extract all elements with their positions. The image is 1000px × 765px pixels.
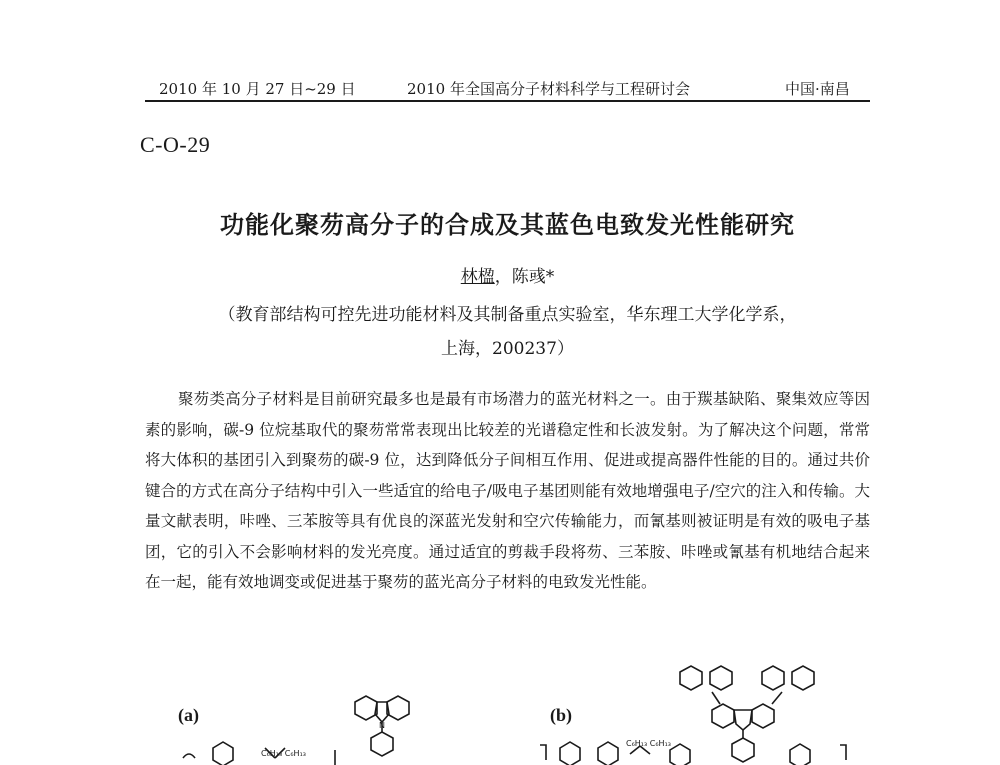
fluorene-ring-b2	[598, 742, 618, 765]
header-location: 中国·南昌	[785, 80, 850, 98]
authors	[145, 262, 870, 287]
alkyl-chain-a: C₆H₁₃ C₆H₁₃	[261, 749, 306, 758]
structure-b	[540, 650, 870, 765]
affiliation-line1: （教育部结构可控先进功能材料及其制备重点实验室，华东理工大学化学系，	[218, 305, 797, 325]
running-header	[145, 76, 870, 102]
paper-code: C-O-29	[140, 132, 211, 157]
phenyl-ring	[371, 732, 393, 756]
central-carbazole-ring1	[712, 704, 734, 728]
affiliation-line2: 上海，200237）	[441, 339, 574, 359]
fluorene-ring-b4	[790, 744, 810, 765]
central-carbazole-ring2	[752, 704, 774, 728]
figure-label-a: (a)	[178, 705, 199, 725]
linker-phenyl	[732, 738, 754, 762]
figure-label-b: (b)	[550, 705, 572, 725]
paper-title: 功能化聚芴高分子的合成及其蓝色电致发光性能研究	[220, 211, 795, 239]
author-underlined: 林楹	[460, 267, 495, 287]
pendant-carbazole-left-ring1	[680, 666, 702, 690]
fluorene-ring-a	[213, 742, 233, 765]
fluorene-ring-b3	[670, 744, 690, 765]
carbazole-ring-right	[387, 696, 409, 720]
pendant-carbazole-right-ring2	[792, 666, 814, 690]
pendant-carbazole-left-ring2	[710, 666, 732, 690]
header-rule	[145, 100, 870, 102]
author-rest: ，陈彧*	[494, 267, 555, 287]
carbazole-ring-left	[355, 696, 377, 720]
abstract-paragraph: 聚芴类高分子材料是目前研究最多也是最有市场潜力的蓝光材料之一。由于羰基缺陷、聚集效应等因素的影响，碳-9 位烷基取代的聚芴常常表现出比较差的光谱稳定性和长波发射。为了解决这个问题，常常将大体积的基团引入到聚芴的碳-9 位，达到降低分子间相互作用、促进或提高器件性能的目的。通过共价键合的方式在高分子结构中引入一些适宜的给电子/吸电子基团则能有效地增强电子/空穴的注入和传输。大量文献表明，咔唑、三苯胺等具有优良的深蓝光发射和空穴传输能力，而氰基则被证明是有效的吸电子基团，它的引入不会影响材料的发光亮度。通过适宜的剪裁手段将芴、三苯胺、咔唑或氰基有机地结合起来在一起，能有效地调变或促进基于聚芴的蓝光高分子材料的电致发光性能。	[145, 390, 870, 591]
header-date: 2010 年 10 月 27 日~29 日	[159, 80, 356, 98]
structure-a	[175, 670, 475, 765]
pendant-carbazole-right-ring1	[762, 666, 784, 690]
nitrogen-atom-a: N	[379, 721, 385, 730]
alkyl-chain-b: C₆H₁₃ C₆H₁₃	[626, 739, 671, 748]
header-conference: 2010 年全国高分子材料科学与工程研讨会	[407, 80, 690, 98]
central-carbazole-pyrrole	[734, 710, 752, 730]
fluorene-ring-b1	[560, 742, 580, 765]
